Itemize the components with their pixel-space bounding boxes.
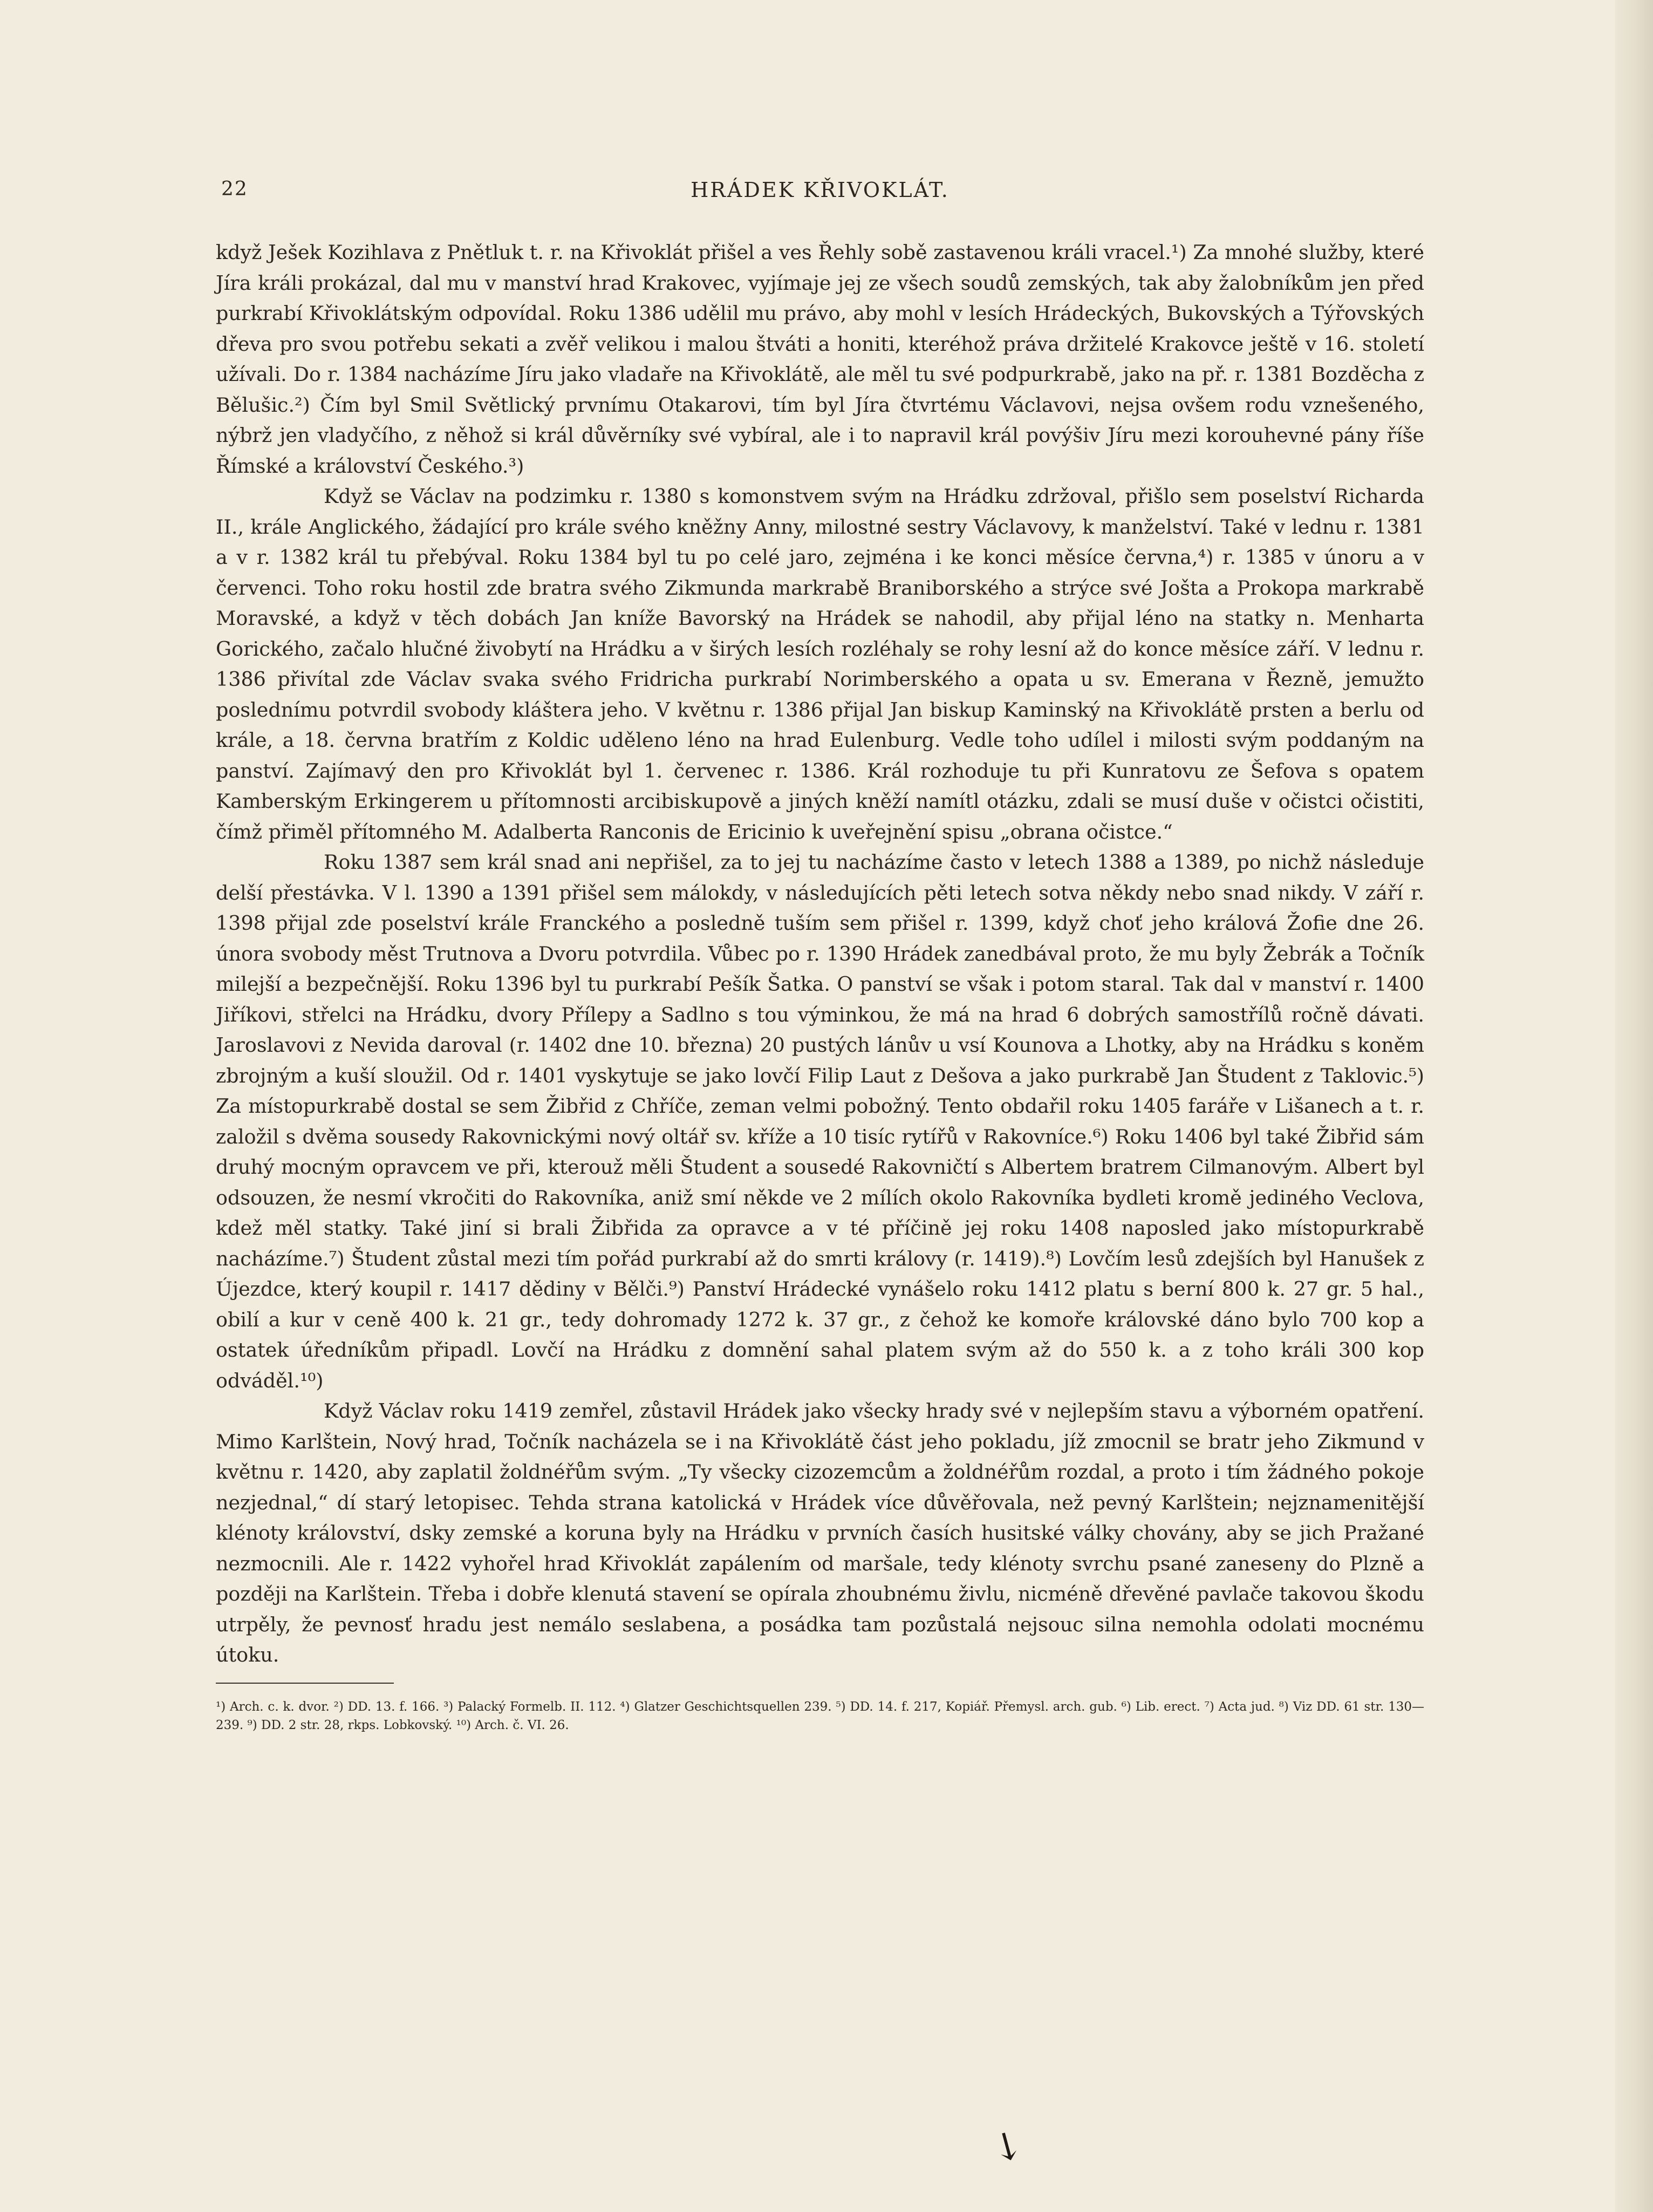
footnote-divider	[216, 1683, 394, 1684]
scan-mark: ↘	[982, 2118, 1033, 2173]
page-number: 22	[221, 178, 248, 200]
running-title: HRÁDEK KŘIVOKLÁT.	[691, 178, 950, 202]
paragraph-3: Roku 1387 sem král snad ani nepřišel, za to jej tu nacházíme často v letech 1388 a 1389, po nichž následuje delší přestávka. V l. 1390 a 1391 přišel sem málokdy, v následujících pěti letech sotva někdy nebo snad nikdy. V září r. 1398 přijal zde poselství krále Franckého a posledně tuším sem přišel r. 1399, když choť jeho králová Žofie dne 26. února svobody měst Trutnova a Dvoru potvrdila. Vůbec po r. 1390 Hrádek zanedbával proto, že mu byly Žebrák a Točník milejší a bezpečnější. Roku 1396 byl tu purkrabí Pešík Šatka. O panství se však i potom staral. Tak dal v manství r. 1400 Jiříkovi, střelci na Hrádku, dvory Přílepy a Sadlno s tou výminkou, že má na hrad 6 dobrých samostřílů ročně dávati. Jaroslavovi z Nevida daroval (r. 1402 dne 10. března) 20 pustých lánův u vsí Kounova a Lhotky, aby na Hrádku s koněm zbrojným a kuší sloužil. Od r. 1401 vyskytuje se jako lovčí Filip Laut z Dešova a jako purkrabě Jan Študent z Taklovic.⁵) Za místopurkrabě dostal se sem Žibřid z Chříče, zeman velmi pobožný. Tento obdařil roku 1405 faráře v Lišanech a t. r. založil s dvěma sousedy Rakovnickými nový oltář sv. kříže a 10 tisíc rytířů v Rakovníce.⁶) Roku 1406 byl také Žibřid sám druhý mocným opravcem ve při, kterouž měli Študent a sousedé Rakovničtí s Albertem bratrem Cilmanovým. Albert byl odsouzen, že nesmí vkročiti do Rakovníka, aniž smí někde ve 2 mílích okolo Rakovníka bydleti kromě jediného Veclova, kdež měl statky. Také jiní si brali Žibřida za opravce a v té příčině jej roku 1408 naposled jako místopurkrabě nacházíme.⁷) Študent zůstal mezi tím pořád purkrabí až do smrti královy (r. 1419).⁸) Lovčím lesů zdejších byl Hanušek z Újezdce, který koupil r. 1417 dědiny v Bělči.⁹) Panství Hrádecké vynášelo roku 1412 platu s berní 800 k. 27 gr. 5 hal., obilí a kur v ceně 400 k. 21 gr., tedy dohromady 1272 k. 37 gr., z čehož ke komoře královské dáno bylo 700 kop a ostatek úředníkům připadl. Lovčí na Hrádku z domnění sahal platem svým až do 550 k. a z toho králi 300 kop odváděl.¹⁰)	[216, 850, 1424, 1392]
paragraph-1: když Ješek Kozihlava z Pnětluk t. r. na Křivoklát přišel a ves Řehly sobě zastavenou králi vracel.¹) Za mnohé služby, které Jíra králi prokázal, dal mu v manství hrad Krakovec, vyjímaje jej ze všech soudů zemských, tak aby žalobníkům jen před purkrabí Křivoklátským odpovídal. Roku 1386 udělil mu právo, aby mohl v lesích Hrádeckých, Bukovských a Týřovských dřeva pro svou potřebu sekati a zvěř velikou i malou štváti a honiti, kteréhož práva držitelé Krakovce ještě v 16. století užívali. Do r. 1384 nacházíme Jíru jako vladaře na Křivoklátě, ale měl tu své podpurkrabě, jako na př. r. 1381 Bozděcha z Bělušic.²) Čím byl Smil Světlický prvnímu Otakarovi, tím byl Jíra čtvrtému Václavovi, nejsa ovšem rodu vznešeného, nýbrž jen vladyčího, z něhož si král důvěrníky své vybíral, ale i to napravil král povýšiv Jíru mezi korouhevné pány říše Římské a království Českého.³)	[216, 241, 1424, 478]
page-header	[216, 173, 1424, 205]
book-page	[216, 173, 1424, 1734]
paragraph-2: Když se Václav na podzimku r. 1380 s komonstvem svým na Hrádku zdržoval, přišlo sem poselství Richarda II., krále Anglického, žádající pro krále svého kněžny Anny, milostné sestry Václavovy, k manželství. Také v lednu r. 1381 a v r. 1382 král tu přebýval. Roku 1384 byl tu po celé jaro, zejména i ke konci měsíce června,⁴) r. 1385 v únoru a v červenci. Toho roku hostil zde bratra svého Zikmunda markrabě Braniborského a strýce své Jošta a Prokopa markrabě Moravské, a když v těch dobách Jan kníže Bavorský na Hrádek se nahodil, aby přijal léno na statky n. Menharta Gorického, začalo hlučné živobytí na Hrádku a v širých lesích rozléhaly se rohy lesní až do konce měsíce září. V lednu r. 1386 přivítal zde Václav svaka svého Fridricha purkrabí Norimberského a opata u sv. Emerana v Řezně, jemužto poslednímu potvrdil svobody kláštera jeho. V květnu r. 1386 přijal Jan biskup Kaminský na Křivoklátě prsten a berlu od krále, a 18. června bratřím z Koldic uděleno léno na hrad Eulenburg. Vedle toho udílel i milosti svým poddaným na panství. Zajímavý den pro Křivoklát byl 1. červenec r. 1386. Král rozhoduje tu při Kunratovu ze Šefova s opatem Kamberským Erkingerem u přítomnosti arcibiskupově a jiných kněží namítl otázku, zdali se musí duše v očistci očistiti, čímž přiměl přítomného M. Adalberta Ranconis de Ericinio k uveřejnění spisu „obrana očistce.“	[216, 485, 1424, 843]
page-edge-shadow	[1615, 0, 1653, 2212]
footnotes: ¹) Arch. c. k. dvor. ²) DD. 13. f. 166. ³) Palacký Formelb. II. 112. ⁴) Glatzer Geschichtsquellen 239. ⁵) DD. 14. f. 217, Kopiář. Přemysl. arch. gub. ⁶) Lib. erect. ⁷) Acta jud. ⁸) Viz DD. 61 str. 130—239. ⁹) DD. 2 str. 28, rkps. Lobkovský. ¹⁰) Arch. č. VI. 26.	[216, 1699, 1424, 1732]
paragraph-4: Když Václav roku 1419 zemřel, zůstavil Hrádek jako všecky hrady své v nejlepším stavu a výborném opatření. Mimo Karlštein, Nový hrad, Točník nacházela se i na Křivoklátě část jeho pokladu, jíž zmocnil se bratr jeho Zikmund v květnu r. 1420, aby zaplatil žoldnéřům svým. „Ty všecky cizozemcům a žoldnéřům rozdal, a proto i tím žádného pokoje nezjednal,“ dí starý letopisec. Tehda strana katolická v Hrádek více důvěřovala, než pevný Karlštein; nejznamenitější klénoty království, dsky zemské a koruna byly na Hrádku v prvních časích husitské války chovány, aby se jich Pražané nezmocnili. Ale r. 1422 vyhořel hrad Křivoklát zapálením od maršale, tedy klénoty svrchu psané zaneseny do Plzně a později na Karlštein. Třeba i dobře klenutá stavení se opírala zhoubnému živlu, nicméně dřevěné pavlače takovou škodu utrpěly, že pevnosť hradu jest nemálo seslabena, a posádka tam pozůstalá nejsouc silna nemohla odolati mocnému útoku.	[216, 1399, 1424, 1666]
main-text	[216, 237, 1424, 1671]
